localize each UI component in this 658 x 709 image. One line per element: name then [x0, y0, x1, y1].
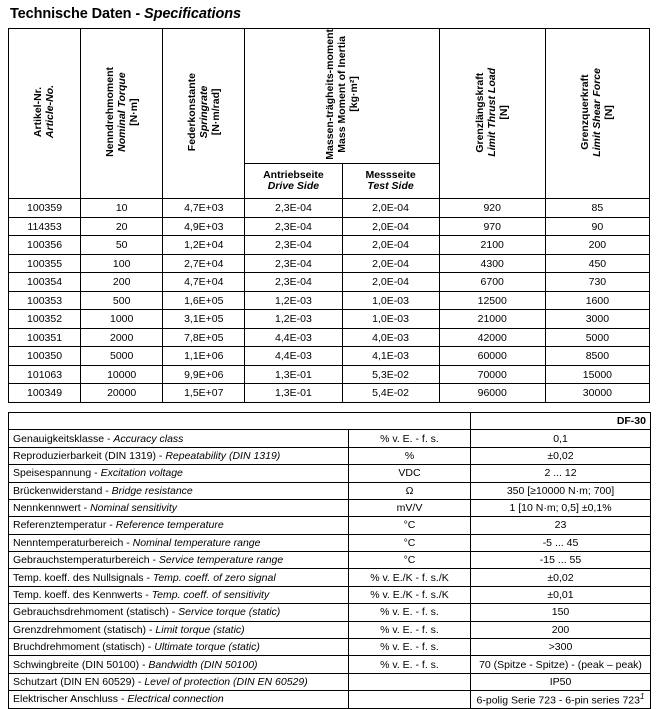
- row-unit: [349, 673, 471, 690]
- row-unit: mV/V: [349, 499, 471, 516]
- cell-spring: 1,2E+04: [163, 236, 245, 255]
- col-header-nominal-torque-en: Nominal Torque: [115, 72, 128, 152]
- cell-shear: 85: [545, 199, 649, 218]
- cell-inertia-drive: 1,3E-01: [245, 365, 342, 384]
- cell-thrust: 920: [439, 199, 545, 218]
- row-label-de: Schutzart (DIN EN 60529): [13, 676, 135, 688]
- model-header-row: [9, 412, 651, 429]
- list-item: [9, 673, 651, 690]
- row-value-text: 6-polig Serie 723 - 6-pin series 723: [476, 694, 640, 707]
- col-header-thrust-load-unit: [N]: [498, 104, 511, 120]
- row-label: Referenztemperatur - Reference temperature: [9, 517, 349, 534]
- col-header-thrust-load: [439, 29, 545, 199]
- cell-thrust: 60000: [439, 347, 545, 366]
- row-label: Schutzart (DIN EN 60529) - Level of protection (DIN EN 60529): [9, 673, 349, 690]
- cell-spring: 2,7E+04: [163, 254, 245, 273]
- row-label: Speisespannung - Excitation voltage: [9, 465, 349, 482]
- cell-torque: 10: [81, 199, 163, 218]
- row-label-de: Gebrauchstemperaturbereich: [13, 554, 150, 567]
- list-item: [9, 656, 651, 673]
- list-item: [9, 517, 651, 534]
- cell-torque: 200: [81, 273, 163, 292]
- cell-spring: 7,8E+05: [163, 328, 245, 347]
- row-label-en: Repeatability (DIN 1319): [165, 449, 281, 462]
- page-title-en: Specifications: [144, 6, 241, 22]
- row-label-de: Gebrauchsdrehmoment (statisch): [13, 606, 169, 619]
- page-title-de: Technische Daten: [10, 6, 132, 22]
- row-label: Brückenwiderstand - Bridge resistance: [9, 482, 349, 499]
- cell-shear: 8500: [545, 347, 649, 366]
- row-unit: % v. E. - f. s.: [349, 604, 471, 621]
- row-label-en: Nominal sensitivity: [90, 502, 178, 515]
- col-header-shear-force: [545, 29, 649, 199]
- cell-shear: 200: [545, 236, 649, 255]
- row-unit: °C: [349, 534, 471, 551]
- row-label-en: Temp. coeff. of sensitivity: [151, 589, 270, 602]
- cell-thrust: 12500: [439, 291, 545, 310]
- row-value: 70 (Spitze - Spitze) - (peak – peak): [471, 656, 651, 673]
- cell-torque: 500: [81, 291, 163, 310]
- table-row: [9, 384, 650, 403]
- cell-thrust: 42000: [439, 328, 545, 347]
- cell-torque: 100: [81, 254, 163, 273]
- cell-inertia-test: 5,3E-02: [342, 365, 439, 384]
- cell-inertia-drive: 2,3E-04: [245, 273, 342, 292]
- col-header-springrate-en: Springrate: [197, 85, 210, 139]
- cell-spring: 1,5E+07: [163, 384, 245, 403]
- row-value: IP50: [471, 673, 651, 690]
- col-header-nominal-torque: [81, 29, 163, 199]
- row-value: 200: [471, 621, 651, 638]
- cell-shear: 30000: [545, 384, 649, 403]
- cell-shear: 730: [545, 273, 649, 292]
- row-value: >300: [471, 639, 651, 656]
- cell-inertia-drive: 1,2E-03: [245, 291, 342, 310]
- row-label-en: Reference temperature: [115, 519, 224, 532]
- row-label-de: Referenztemperatur: [13, 519, 107, 532]
- row-unit: % v. E. - f. s.: [349, 621, 471, 638]
- col-header-drive-side-de: Antriebseite: [263, 168, 324, 181]
- row-label-en: Electrical connection: [127, 693, 224, 706]
- col-header-shear-force-unit: [N]: [603, 104, 616, 120]
- list-item: [9, 465, 651, 482]
- col-header-drive-side-en: Drive Side: [267, 180, 320, 193]
- col-header-test-side-de: Messseite: [365, 168, 416, 181]
- col-header-shear-force-en: Limit Shear Force: [591, 67, 604, 157]
- col-header-springrate-de: Federkonstante: [185, 72, 198, 151]
- cell-article: 100349: [9, 384, 81, 403]
- cell-inertia-test: 4,0E-03: [342, 328, 439, 347]
- row-label-en: Accuracy class: [113, 432, 184, 445]
- table-row: [9, 347, 650, 366]
- row-label-de: Bruchdrehmoment (statisch): [13, 641, 145, 654]
- col-header-test-side-en: Test Side: [367, 180, 414, 193]
- cell-torque: 10000: [81, 365, 163, 384]
- row-unit: % v. E. - f. s.: [349, 656, 471, 673]
- col-header-nominal-torque-unit: [N·m]: [127, 98, 140, 126]
- row-unit: [349, 691, 471, 708]
- model-header-blank-left: [9, 412, 349, 429]
- col-header-article-no: [9, 29, 81, 199]
- specifications-table: [8, 28, 650, 403]
- cell-inertia-drive: 1,3E-01: [245, 384, 342, 403]
- row-label-de: Speisespannung: [13, 467, 92, 480]
- specifications-table-head: [9, 29, 650, 199]
- row-label-de: Nennkennwert: [13, 502, 81, 515]
- cell-article: 100351: [9, 328, 81, 347]
- cell-inertia-test: 2,0E-04: [342, 236, 439, 255]
- cell-inertia-drive: 4,4E-03: [245, 328, 342, 347]
- list-item: [9, 691, 651, 708]
- cell-spring: 1,6E+05: [163, 291, 245, 310]
- row-label: Nennkennwert - Nominal sensitivity: [9, 499, 349, 516]
- row-value: 2 ... 12: [471, 465, 651, 482]
- table-row: [9, 365, 650, 384]
- row-label-en: Nominal temperature range: [132, 536, 261, 549]
- table-row: [9, 199, 650, 218]
- table-row: [9, 236, 650, 255]
- cell-thrust: 2100: [439, 236, 545, 255]
- row-value: ±0,02: [471, 569, 651, 586]
- cell-article: 100352: [9, 310, 81, 329]
- row-label-en: Ultimate torque (static): [154, 641, 260, 654]
- cell-thrust: 70000: [439, 365, 545, 384]
- cell-article: 100354: [9, 273, 81, 292]
- cell-torque: 50: [81, 236, 163, 255]
- table-row: [9, 328, 650, 347]
- cell-inertia-test: 5,4E-02: [342, 384, 439, 403]
- col-header-thrust-load-de: Grenzlängskraft: [474, 71, 487, 152]
- model-header-blank-mid: [349, 412, 471, 429]
- row-unit: °C: [349, 552, 471, 569]
- row-unit: °C: [349, 517, 471, 534]
- cell-inertia-test: 2,0E-04: [342, 273, 439, 292]
- cell-torque: 1000: [81, 310, 163, 329]
- cell-shear: 5000: [545, 328, 649, 347]
- cell-inertia-test: 1,0E-03: [342, 310, 439, 329]
- row-unit: % v. E./K - f. s./K: [349, 586, 471, 603]
- list-item: [9, 499, 651, 516]
- row-label: Temp. koeff. des Kennwerts - Temp. coeff. of sensitivity: [9, 586, 349, 603]
- cell-inertia-test: 1,0E-03: [342, 291, 439, 310]
- cell-spring: 9,9E+06: [163, 365, 245, 384]
- row-unit: % v. E. - f. s.: [349, 639, 471, 656]
- cell-shear: 15000: [545, 365, 649, 384]
- row-label: Gebrauchsdrehmoment (statisch) - Service torque (static): [9, 604, 349, 621]
- row-label: Elektrischer Anschluss - Electrical connection: [9, 691, 349, 708]
- row-label-de: Genauigkeitsklasse: [13, 432, 105, 445]
- specifications-table-body: [9, 199, 650, 403]
- list-item: [9, 569, 651, 586]
- col-header-nominal-torque-de: Nenndrehmoment: [103, 66, 116, 157]
- model-name: DF-30: [471, 412, 651, 429]
- cell-article: 114353: [9, 217, 81, 236]
- row-value: [471, 691, 651, 708]
- row-label-en: Bandwidth (DIN 50100): [148, 658, 258, 671]
- cell-thrust: 970: [439, 217, 545, 236]
- cell-shear: 3000: [545, 310, 649, 329]
- cell-article: 100350: [9, 347, 81, 366]
- row-label: Reproduzierbarkeit (DIN 1319) - Repeatability (DIN 1319): [9, 447, 349, 464]
- cell-inertia-drive: 2,3E-04: [245, 217, 342, 236]
- cell-spring: 3,1E+05: [163, 310, 245, 329]
- cell-thrust: 96000: [439, 384, 545, 403]
- row-label-de: Nenntemperaturbereich: [13, 536, 124, 549]
- row-label-en: Service temperature range: [158, 554, 284, 567]
- row-value-footnote: 1: [639, 692, 645, 702]
- row-label-en: Bridge resistance: [111, 484, 193, 497]
- table-row: [9, 291, 650, 310]
- list-item: [9, 534, 651, 551]
- cell-spring: 1,1E+06: [163, 347, 245, 366]
- row-unit: % v. E./K - f. s./K: [349, 569, 471, 586]
- row-label: Gebrauchstemperaturbereich - Service temperature range: [9, 552, 349, 569]
- col-header-springrate-unit: [N·m/rad]: [209, 88, 222, 136]
- col-header-inertia-unit: [kg·m²]: [348, 76, 361, 113]
- row-label-de: Schwingbreite (DIN 50100): [13, 658, 140, 671]
- cell-inertia-test: 2,0E-04: [342, 254, 439, 273]
- row-label-en: Service torque (static): [178, 606, 281, 619]
- list-item: [9, 586, 651, 603]
- cell-spring: 4,9E+03: [163, 217, 245, 236]
- row-label-de: Elektrischer Anschluss: [13, 693, 119, 706]
- row-unit: % v. E. - f. s.: [349, 430, 471, 447]
- cell-torque: 20000: [81, 384, 163, 403]
- row-unit: VDC: [349, 465, 471, 482]
- row-value: ±0,02: [471, 447, 651, 464]
- col-header-article-no-de: Artikel-Nr.: [32, 86, 45, 137]
- col-header-thrust-load-en: Limit Thrust Load: [486, 67, 499, 157]
- col-header-shear-force-de: Grenzquerkraft: [579, 74, 592, 150]
- list-item: [9, 482, 651, 499]
- col-header-test-side: [342, 164, 439, 199]
- col-header-springrate: [163, 29, 245, 199]
- cell-article: 100359: [9, 199, 81, 218]
- general-data-table: [8, 412, 651, 709]
- cell-thrust: 4300: [439, 254, 545, 273]
- cell-shear: 90: [545, 217, 649, 236]
- row-label-en: Level of protection (DIN EN 60529): [144, 676, 308, 688]
- cell-inertia-drive: 2,3E-04: [245, 236, 342, 255]
- row-label: Temp. koeff. des Nullsignals - Temp. coeff. of zero signal: [9, 569, 349, 586]
- page-title: [10, 6, 650, 22]
- row-label-de: Temp. koeff. des Kennwerts: [13, 589, 143, 602]
- list-item: [9, 604, 651, 621]
- table-row: [9, 310, 650, 329]
- col-header-article-no-en: Article-No.: [44, 85, 57, 139]
- row-value: 0,1: [471, 430, 651, 447]
- row-label: Schwingbreite (DIN 50100) - Bandwidth (DIN 50100): [9, 656, 349, 673]
- list-item: [9, 621, 651, 638]
- cell-inertia-test: 2,0E-04: [342, 217, 439, 236]
- row-label: Bruchdrehmoment (statisch) - Ultimate torque (static): [9, 639, 349, 656]
- cell-article: 101063: [9, 365, 81, 384]
- cell-article: 100353: [9, 291, 81, 310]
- table-row: [9, 273, 650, 292]
- cell-inertia-drive: 2,3E-04: [245, 199, 342, 218]
- cell-article: 100355: [9, 254, 81, 273]
- row-value: ±0,01: [471, 586, 651, 603]
- row-value: -15 ... 55: [471, 552, 651, 569]
- row-unit: %: [349, 447, 471, 464]
- row-value: 23: [471, 517, 651, 534]
- cell-inertia-drive: 2,3E-04: [245, 254, 342, 273]
- col-header-drive-side: [245, 164, 342, 199]
- cell-torque: 2000: [81, 328, 163, 347]
- cell-torque: 20: [81, 217, 163, 236]
- list-item: [9, 639, 651, 656]
- row-label: Genauigkeitsklasse - Accuracy class: [9, 430, 349, 447]
- cell-thrust: 21000: [439, 310, 545, 329]
- cell-shear: 450: [545, 254, 649, 273]
- cell-inertia-test: 2,0E-04: [342, 199, 439, 218]
- row-label-de: Temp. koeff. des Nullsignals: [13, 571, 144, 584]
- row-value: -5 ... 45: [471, 534, 651, 551]
- row-value: 150: [471, 604, 651, 621]
- cell-inertia-test: 4,1E-03: [342, 347, 439, 366]
- cell-spring: 4,7E+04: [163, 273, 245, 292]
- cell-spring: 4,7E+03: [163, 199, 245, 218]
- row-value: 1 [10 N·m; 0,5] ±0,1%: [471, 499, 651, 516]
- row-value: 350 [≥10000 N·m; 700]: [471, 482, 651, 499]
- row-label-en: Limit torque (static): [155, 623, 245, 636]
- col-header-inertia-en: Mass Moment of Inertia: [335, 36, 348, 153]
- list-item: [9, 552, 651, 569]
- row-label-de: Grenzdrehmoment (statisch): [13, 623, 147, 636]
- page-title-separator: -: [131, 6, 145, 22]
- table-row: [9, 217, 650, 236]
- row-label-de: Reproduzierbarkeit (DIN 1319): [13, 449, 156, 462]
- row-label: Nenntemperaturbereich - Nominal temperature range: [9, 534, 349, 551]
- row-unit: Ω: [349, 482, 471, 499]
- list-item: [9, 447, 651, 464]
- cell-torque: 5000: [81, 347, 163, 366]
- row-label-en: Excitation voltage: [100, 467, 183, 480]
- cell-thrust: 6700: [439, 273, 545, 292]
- row-label: Grenzdrehmoment (statisch) - Limit torque (static): [9, 621, 349, 638]
- col-header-inertia-de: Massen-trägheits-moment: [323, 29, 336, 160]
- table-row: [9, 254, 650, 273]
- row-label-en: Temp. coeff. of zero signal: [152, 571, 276, 584]
- cell-inertia-drive: 1,2E-03: [245, 310, 342, 329]
- cell-article: 100356: [9, 236, 81, 255]
- cell-shear: 1600: [545, 291, 649, 310]
- list-item: [9, 430, 651, 447]
- row-label-de: Brückenwiderstand: [13, 484, 103, 497]
- col-header-inertia: [245, 29, 439, 164]
- cell-inertia-drive: 4,4E-03: [245, 347, 342, 366]
